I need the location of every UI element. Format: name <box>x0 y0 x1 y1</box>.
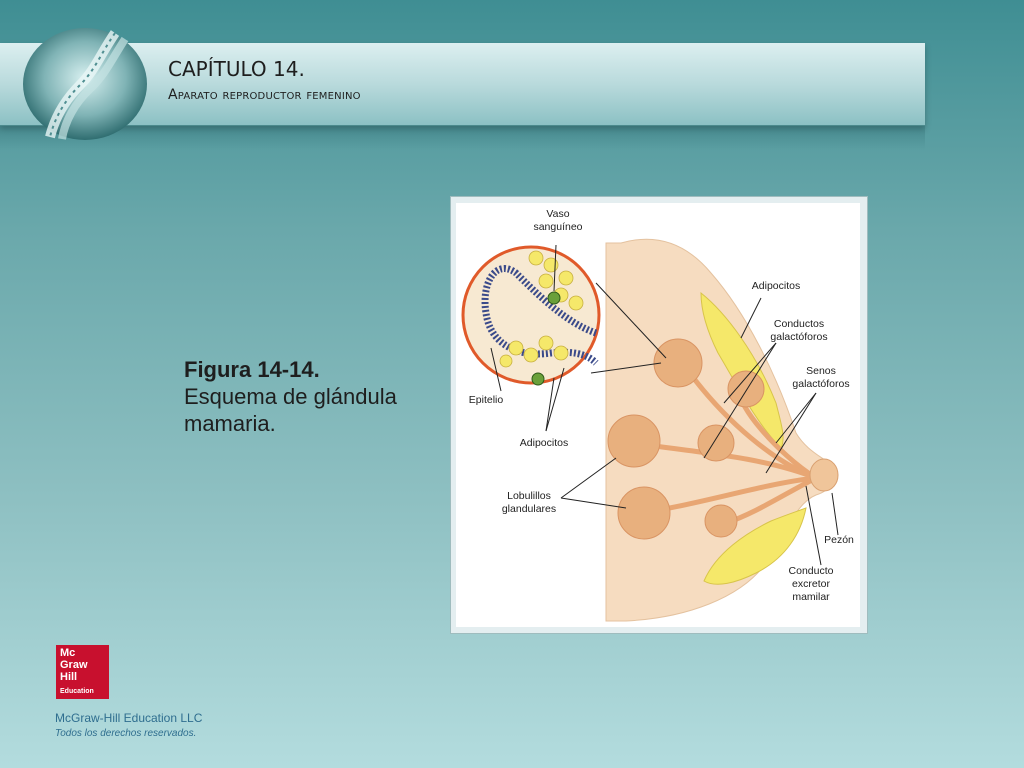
logo-line-education: Education <box>60 688 94 695</box>
company-name: McGraw-Hill Education LLC <box>55 711 203 725</box>
label-vaso-line2: sanguíneo <box>533 221 583 233</box>
label-conductos-line2: galactóforos <box>770 331 828 343</box>
chromosome-logo-icon <box>20 25 150 143</box>
label-adipocitos-bottom: Adipocitos <box>519 437 569 449</box>
label-conducto-line2: excretor <box>792 578 830 590</box>
inset-vessel-2 <box>532 373 544 385</box>
mcgraw-hill-logo <box>56 645 109 699</box>
label-senos-line2: galactóforos <box>792 378 850 390</box>
mammary-gland-diagram <box>456 203 860 627</box>
label-conducto-line3: mamilar <box>792 591 830 603</box>
label-vaso-line1: Vaso <box>546 208 570 220</box>
label-conductos-line1: Conductos <box>773 318 825 330</box>
nipple <box>810 459 838 491</box>
logo-line-hill: Hill <box>60 671 78 683</box>
figure-description: Esquema de glándula mamaria. <box>184 384 397 436</box>
logo-line-graw: Graw <box>60 659 88 671</box>
label-lobulillos-line2: glandulares <box>501 503 557 515</box>
logo-line-mc: Mc <box>60 647 76 659</box>
label-conducto-line1: Conducto <box>788 565 834 577</box>
diagram-svg <box>456 203 860 627</box>
figure-caption <box>184 356 434 437</box>
label-senos-line1: Senos <box>806 365 836 377</box>
label-epitelio: Epitelio <box>468 394 504 406</box>
label-pezon: Pezón <box>824 534 854 546</box>
label-adipocitos-top: Adipocitos <box>751 280 801 292</box>
figure-number: Figura 14-14. <box>184 357 320 382</box>
rights-notice: Todos los derechos reservados. <box>55 728 197 739</box>
chapter-subtitle: Aparato reproductor femenino <box>168 87 361 103</box>
inset-vessel <box>548 292 560 304</box>
figure-frame <box>450 196 868 634</box>
label-lobulillos-line1: Lobulillos <box>507 490 551 502</box>
chapter-title: CAPÍTULO 14. <box>168 57 305 81</box>
